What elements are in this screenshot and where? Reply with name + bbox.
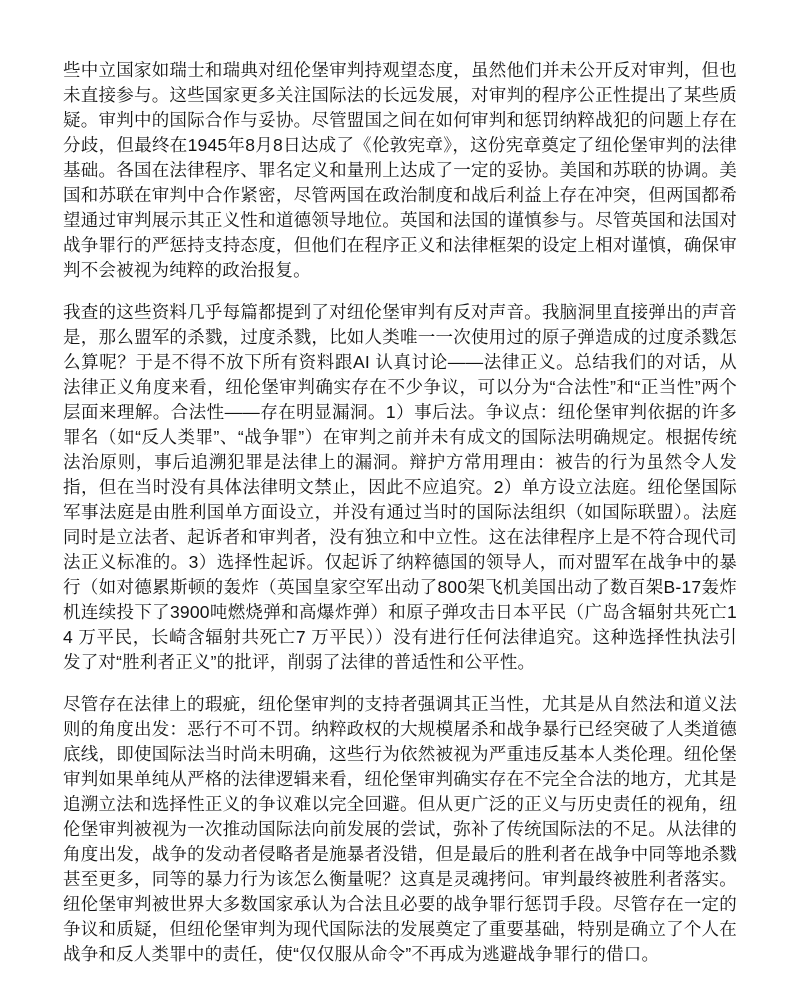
- paragraph-legality-controversies: 我查的这些资料几乎每篇都提到了对纽伦堡审判有反对声音。我脑洞里直接弹出的声音是，那么盟军的杀戮，过度杀戮，比如人类唯一一次使用过的原子弹造成的过度杀戮怎么算呢？于是不得不放下所有资料跟AI 认真讨论——法律正义。总结我们的对话，从法律正义角度来看，纽伦堡审判确实存在不少争议，可以分为“合法性”和“正当性”两个层面来理解。合法性——存在明显漏洞。1）事后法。争议点：纽伦堡审判依据的许多罪名（如“反人类罪”、“战争罪”）在审判之前并未有成文的国际法明确规定。根据传统法治原则，事后追溯犯罪是法律上的漏洞。辩护方常用理由：被告的行为虽然令人发指，但在当时没有具体法律明文禁止，因此不应追究。2）单方设立法庭。纽伦堡国际军事法庭是由胜利国单方面设立，并没有通过当时的国际法组织（如国际联盟）。法庭同时是立法者、起诉者和审判者，没有独立和中立性。这在法律程序上是不符合现代司法正义标准的。3）选择性起诉。仅起诉了纳粹德国的领导人，而对盟军在战争中的暴行（如对德累斯顿的轰炸（英国皇家空军出动了800架飞机美国出动了数百架B-17轰炸机连续投下了3900吨燃烧弹和高爆炸弹）和原子弹攻击日本平民（广岛含辐射共死亡14 万平民，长崎含辐射共死亡7 万平民））没有进行任何法律追究。这种选择性执法引发了对“胜利者正义”的批评，削弱了法律的普适性和公平性。: [63, 302, 737, 672]
- paragraph-neutral-countries: 些中立国家如瑞士和瑞典对纽伦堡审判持观望态度，虽然他们并未公开反对审判，但也未直接参与。这些国家更多关注国际法的长远发展，对审判的程序公正性提出了某些质疑。审判中的国际合作与妥协。尽管盟国之间在如何审判和惩罚纳粹战犯的问题上存在分歧，但最终在1945年8月8日达成了《伦敦宪章》，这份宪章奠定了纽伦堡审判的法律基础。各国在法律程序、罪名定义和量刑上达成了一定的妥协。美国和苏联的协调。美国和苏联在审判中合作紧密，尽管两国在政治制度和战后利益上存在冲突，但两国都希望通过审判展示其正义性和道德领导地位。英国和法国的谨慎参与。尽管英国和法国对战争罪行的严惩持支持态度，但他们在程序正义和法律框架的设定上相对谨慎，确保审判不会被视为纯粹的政治报复。: [63, 60, 737, 280]
- paragraph-legitimacy-conclusion: 尽管存在法律上的瑕疵，纽伦堡审判的支持者强调其正当性，尤其是从自然法和道义法则的角度出发：恶行不可不罚。纳粹政权的大规模屠杀和战争暴行已经突破了人类道德底线，即使国际法当时尚未明确，这些行为依然被视为严重违反基本人类伦理。纽伦堡审判如果单纯从严格的法律逻辑来看，纽伦堡审判确实存在不完全合法的地方，尤其是追溯立法和选择性正义的争议难以完全回避。但从更广泛的正义与历史责任的视角，纽伦堡审判被视为一次推动国际法向前发展的尝试，弥补了传统国际法的不足。从法律的角度出发，战争的发动者侵略者是施暴者没错，但是最后的胜利者在战争中同等地杀戮甚至更多，同等的暴力行为该怎么衡量呢？这真是灵魂拷问。审判最终被胜利者落实。纽伦堡审判被世界大多数国家承认为合法且必要的战争罪行惩罚手段。尽管存在一定的争议和质疑，但纽伦堡审判为现代国际法的发展奠定了重要基础，特别是确立了个人在战争和反人类罪中的责任，使“仅仅服从命令”不再成为逃避战争罪行的借口。: [63, 694, 737, 964]
